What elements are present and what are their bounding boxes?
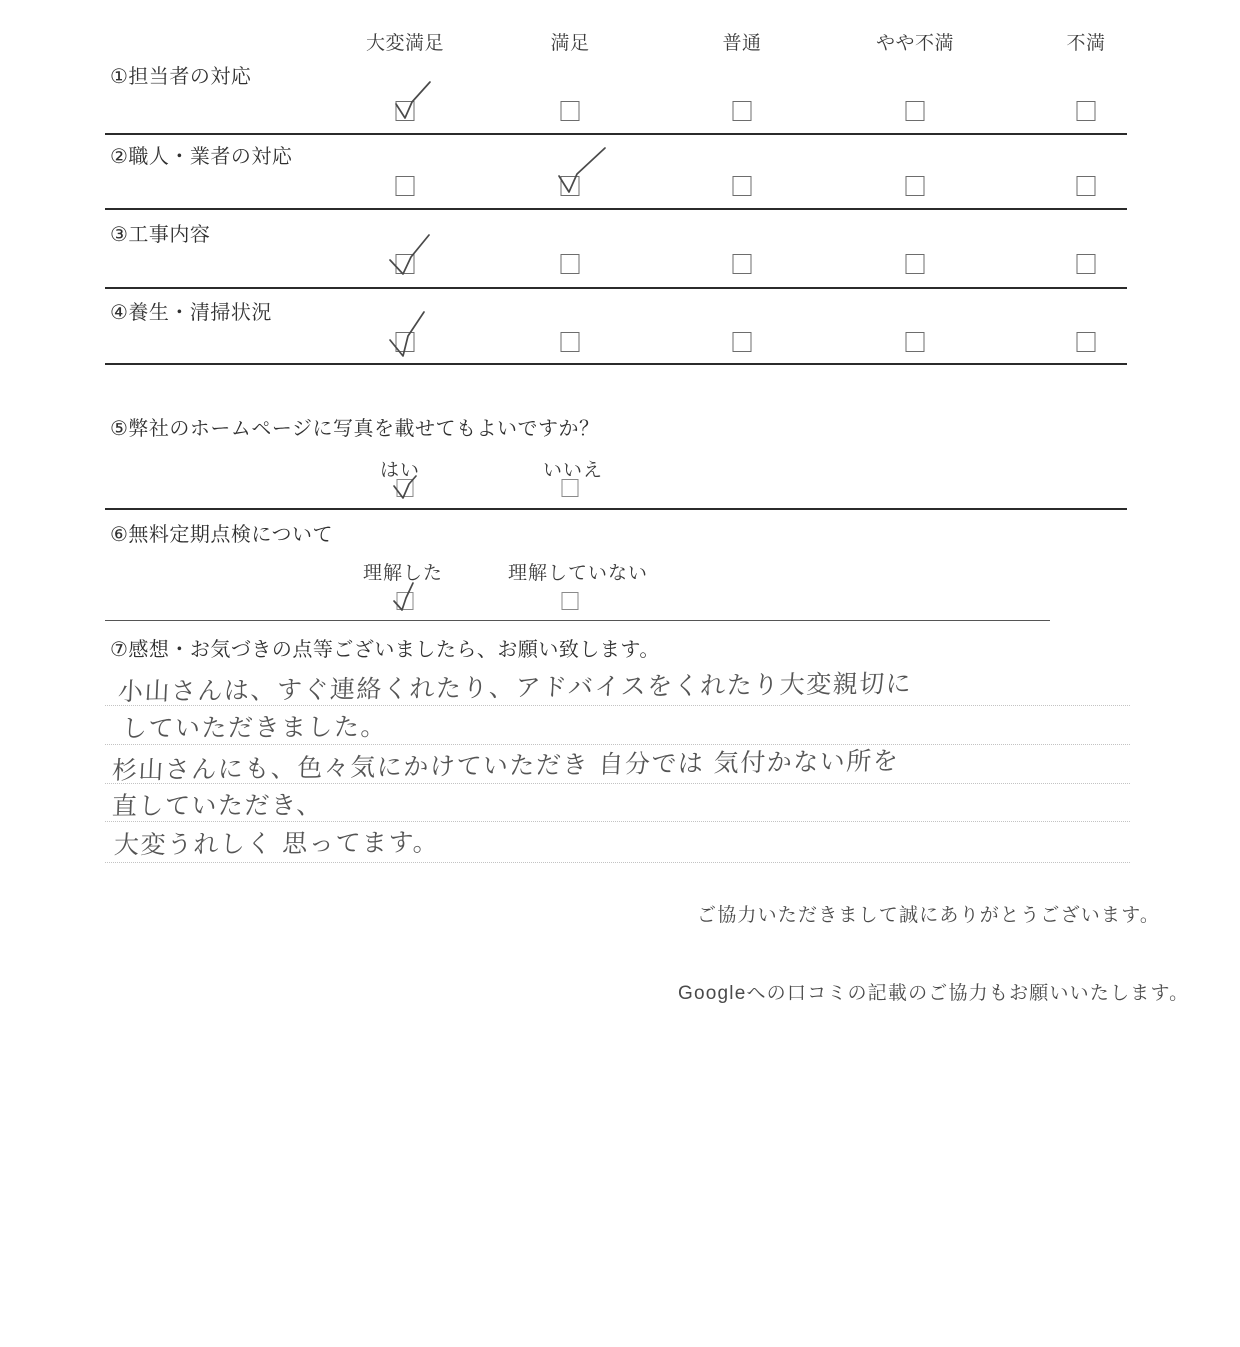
footer-google-review-text: Googleへの口コミの記載のご協力もお願いいたします。 [678, 983, 1190, 1004]
rating-column-header-slightly-dissatisfied: やや不満 [875, 33, 955, 54]
rating-column-header-dissatisfied: 不満 [1066, 33, 1106, 54]
q1-checkbox-slightly-dissatisfied[interactable] [906, 101, 925, 121]
q1-checkbox-very-satisfied[interactable] [396, 101, 415, 121]
divider-after-q1 [105, 133, 1127, 135]
divider-after-q4 [105, 363, 1127, 365]
q1-checkbox-neutral[interactable] [733, 101, 752, 121]
comment-handwriting-line-5: 大変うれしく 思ってます。 [113, 827, 441, 860]
q3-checkbox-slightly-dissatisfied[interactable] [906, 254, 925, 274]
q5-checkbox-yes[interactable] [397, 479, 414, 497]
q5-checkbox-no[interactable] [562, 479, 579, 497]
comment-handwriting-line-4: 直していただき、 [111, 790, 324, 821]
q3-checkbox-dissatisfied[interactable] [1077, 254, 1096, 274]
q2-checkbox-neutral[interactable] [733, 176, 752, 196]
q4-checkbox-slightly-dissatisfied[interactable] [906, 332, 925, 352]
q2-checkbox-satisfied[interactable] [561, 176, 580, 196]
divider-after-q3 [105, 287, 1127, 289]
q3-checkbox-satisfied[interactable] [561, 254, 580, 274]
q4-checkbox-satisfied[interactable] [561, 332, 580, 352]
question-5-label: ⑤弊社のホームページに写真を載せてもよいですか？ [110, 418, 600, 440]
q2-checkbox-slightly-dissatisfied[interactable] [906, 176, 925, 196]
rating-column-header-very-satisfied: 大変満足 [365, 33, 445, 54]
divider-after-q5 [105, 508, 1127, 510]
divider-after-q2 [105, 208, 1127, 210]
question-6-label: ⑥無料定期点検について [110, 524, 334, 546]
question-1-label: ①担当者の対応 [110, 66, 252, 88]
comment-rule-line-5 [105, 862, 1130, 863]
comment-handwriting-line-1: 小山さんは、すぐ連絡くれたり、アドバイスをくれたり大変親切に [117, 668, 913, 707]
question-2-label: ②職人・業者の対応 [110, 146, 293, 168]
comment-handwriting-line-2: していただきました。 [121, 712, 388, 743]
q6-checkbox-not-understood[interactable] [562, 592, 579, 610]
rating-column-header-satisfied: 満足 [550, 33, 590, 54]
question-7-label: ⑦感想・お気づきの点等ございましたら、お願い致します。 [110, 639, 660, 661]
q3-checkbox-neutral[interactable] [733, 254, 752, 274]
q2-checkbox-dissatisfied[interactable] [1077, 176, 1096, 196]
q5-option-label-yes: はい [379, 460, 421, 481]
comment-handwriting-line-3: 杉山さんにも、色々気にかけていただき 自分では 気付かない所を [111, 746, 901, 785]
divider-after-q6 [105, 620, 1050, 621]
q4-checkbox-dissatisfied[interactable] [1077, 332, 1096, 352]
q2-checkbox-very-satisfied[interactable] [396, 176, 415, 196]
q3-checkbox-very-satisfied[interactable] [396, 254, 415, 274]
rating-column-header-neutral: 普通 [722, 33, 762, 54]
q5-option-label-no: いいえ [542, 460, 604, 481]
q1-checkbox-dissatisfied[interactable] [1077, 101, 1096, 121]
q3-check-mark [385, 232, 447, 282]
q4-checkbox-neutral[interactable] [733, 332, 752, 352]
q4-checkbox-very-satisfied[interactable] [396, 332, 415, 352]
q6-option-label-not-understood: 理解していない [507, 563, 649, 584]
footer-thanks-text: ご協力いただきまして誠にありがとうございます。 [697, 905, 1161, 926]
q6-checkbox-understood[interactable] [397, 592, 414, 610]
question-3-label: ③工事内容 [110, 224, 211, 246]
q1-checkbox-satisfied[interactable] [561, 101, 580, 121]
question-4-label: ④養生・清掃状況 [110, 302, 272, 324]
q6-option-label-understood: 理解した [362, 563, 444, 584]
